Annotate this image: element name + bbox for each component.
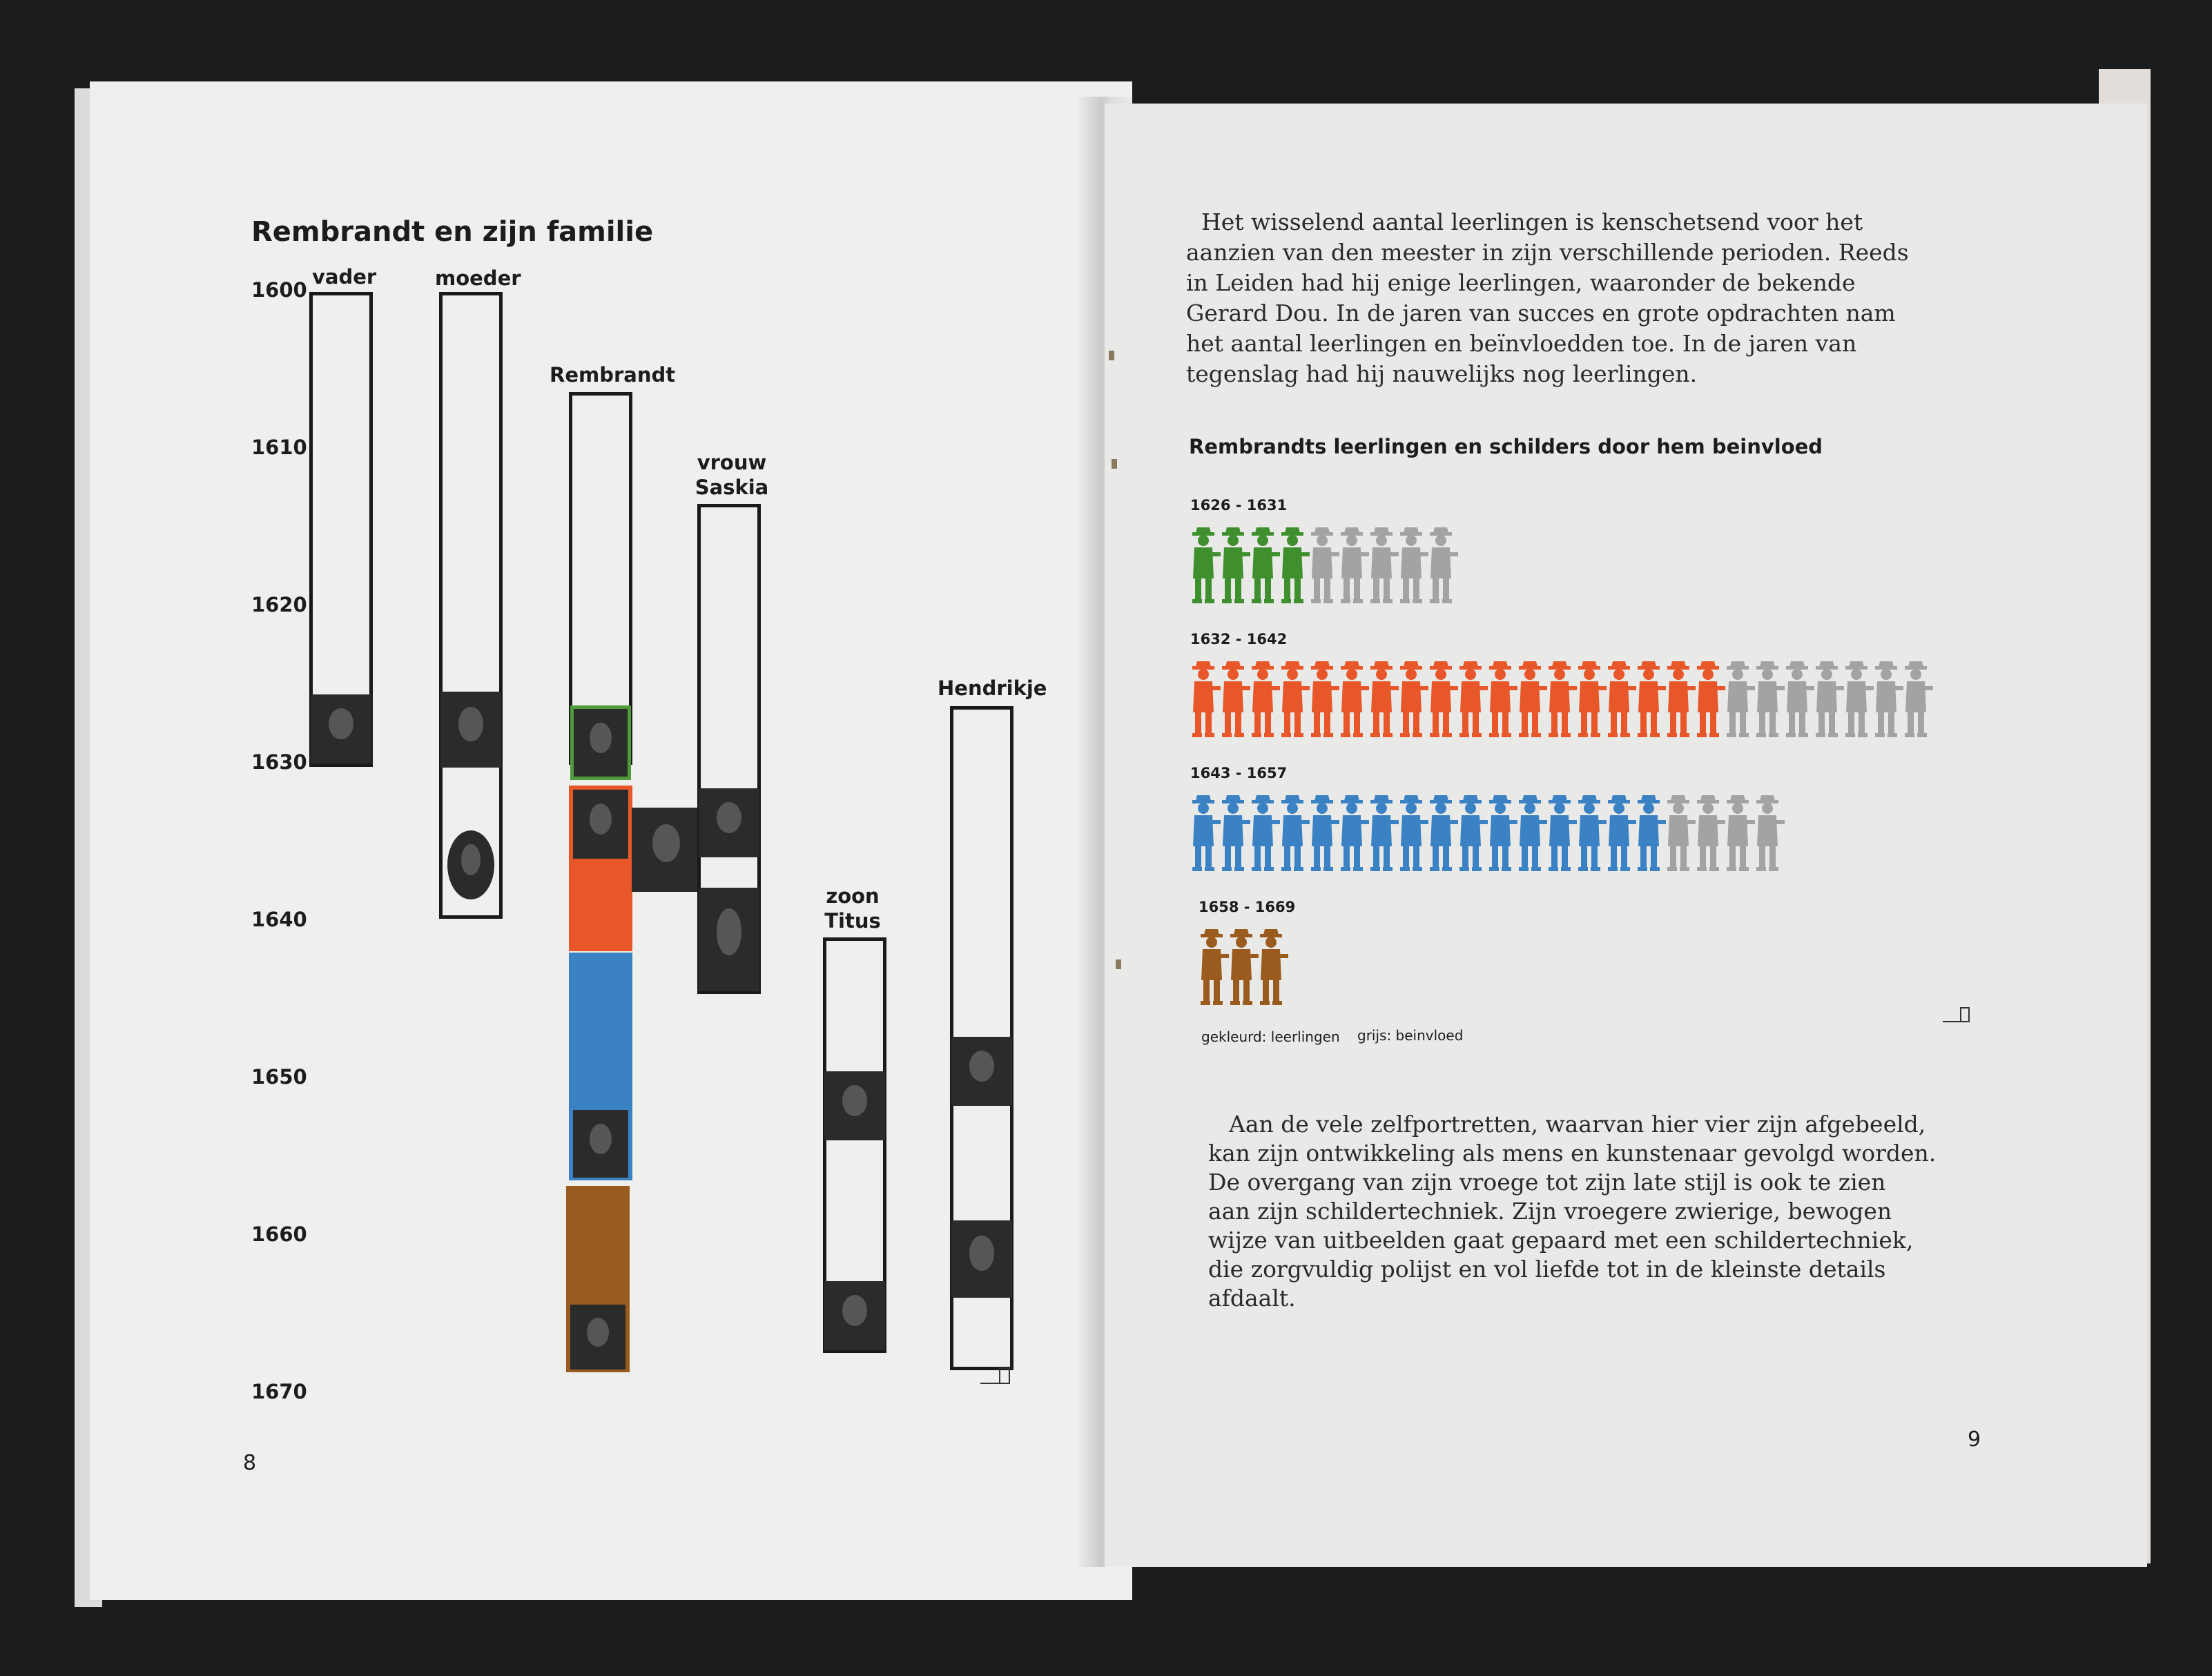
period-label: 1632 - 1642 — [1190, 631, 1288, 647]
pupil-figure-icon — [1459, 795, 1488, 871]
figure-row-1632-1642 — [1189, 652, 1935, 744]
body-line: De overgang van zijn vroege tot zijn late stijl is ook te zien — [1208, 1169, 1886, 1196]
pupil-figure-icon — [1252, 795, 1280, 871]
pupil-figure-icon — [1222, 527, 1250, 603]
label-saskia — [690, 450, 773, 500]
label-moeder: moeder — [435, 266, 521, 290]
year-label: 1670 — [251, 1380, 307, 1403]
label-saskia-line1: vrouw — [697, 451, 767, 474]
painting-night-watch — [632, 808, 701, 892]
pupil-figure-icon — [1192, 661, 1221, 737]
pupil-figure-icon — [1252, 527, 1280, 603]
portrait-titus-1 — [824, 1071, 885, 1140]
selfportrait-1669 — [570, 1305, 625, 1370]
pupil-figure-icon — [1281, 661, 1310, 737]
influenced-figure-icon — [1727, 661, 1755, 737]
intro-line: aanzien van den meester in zijn verschillende perioden. Reeds — [1186, 239, 1909, 266]
pupil-figure-icon — [1341, 795, 1369, 871]
year-label: 1650 — [251, 1065, 307, 1089]
label-saskia-line2: Saskia — [695, 476, 769, 499]
intro-line: in Leiden had hij enige leerlingen, waaronder de bekende — [1186, 269, 1856, 296]
period-label: 1626 - 1631 — [1190, 497, 1288, 514]
pupil-figure-icon — [1489, 661, 1517, 737]
pupil-figure-icon — [1370, 795, 1399, 871]
pupil-figure-icon — [1281, 527, 1310, 603]
staple — [1109, 351, 1114, 360]
intro-line: Gerard Dou. In de jaren van succes en grote opdrachten nam — [1186, 300, 1896, 327]
period-label: 1643 - 1657 — [1190, 765, 1288, 781]
influenced-figure-icon — [1341, 527, 1369, 603]
influenced-figure-icon — [1756, 795, 1785, 871]
influenced-figure-icon — [1727, 795, 1755, 871]
pupil-figure-icon — [1608, 795, 1636, 871]
pupil-figure-icon — [1430, 795, 1458, 871]
influenced-figure-icon — [1697, 795, 1725, 871]
legend-colored: gekleurd: leerlingen — [1201, 1029, 1340, 1045]
pupil-figure-icon — [1489, 795, 1517, 871]
influenced-figure-icon — [1875, 661, 1903, 737]
lifeline-moeder — [439, 292, 503, 919]
portrait-hendrikje-1 — [951, 1037, 1012, 1106]
figure-row-svg — [1189, 652, 1935, 741]
portrait-saskia-2 — [699, 888, 759, 991]
influenced-figure-icon — [1756, 661, 1785, 737]
figure-row-1658-1669 — [1197, 919, 1290, 1012]
label-vader: vader — [312, 265, 377, 289]
intro-line: tegenslag had hij nauwelijks nog leerlingen. — [1186, 360, 1698, 387]
body-line: wijze van uitbeelden gaat gepaard met een schildertechniek, — [1208, 1227, 1914, 1254]
label-titus — [815, 884, 891, 933]
body-line: aan zijn schildertechniek. Zijn vroegere zwierige, bewogen — [1208, 1198, 1892, 1225]
influenced-figure-icon — [1370, 527, 1399, 603]
figure-row-1643-1657 — [1189, 786, 1787, 878]
pupil-figure-icon — [1549, 661, 1577, 737]
pupil-figure-icon — [1311, 661, 1339, 737]
legend-grey: grijs: beinvloed — [1357, 1027, 1464, 1044]
pupil-figure-icon — [1400, 795, 1428, 871]
figure-row-1626-1631 — [1189, 518, 1460, 610]
influenced-figure-icon — [1905, 661, 1933, 737]
pupil-figure-icon — [1667, 661, 1696, 737]
label-hendrikje: Hendrikje — [938, 676, 1047, 700]
pupil-figure-icon — [1201, 929, 1229, 1005]
label-titus-line1: zoon — [826, 884, 880, 908]
page-number-left: 8 — [243, 1451, 257, 1475]
portrait-vader — [311, 694, 371, 763]
body-line: afdaalt. — [1208, 1285, 1296, 1312]
pupil-figure-icon — [1252, 661, 1280, 737]
left-page — [90, 81, 1132, 1600]
influenced-figure-icon — [1786, 661, 1814, 737]
selfportrait-1634 — [573, 790, 628, 859]
pupil-figure-icon — [1638, 661, 1666, 737]
pupil-figure-icon — [1578, 661, 1607, 737]
body-paragraph — [1208, 1110, 1981, 1313]
pupil-figure-icon — [1222, 795, 1250, 871]
pupil-figure-icon — [1549, 795, 1577, 871]
pupil-figure-icon — [1519, 661, 1547, 737]
intro-line: Het wisselend aantal leerlingen is kenschetsend voor het — [1201, 208, 1863, 235]
influenced-figure-icon — [1430, 527, 1458, 603]
pupil-figure-icon — [1192, 795, 1221, 871]
pupil-figure-icon — [1192, 527, 1221, 603]
pupil-figure-icon — [1281, 795, 1310, 871]
influenced-figure-icon — [1667, 795, 1696, 871]
portrait-hendrikje-2 — [951, 1220, 1012, 1298]
staple — [1116, 959, 1121, 969]
pupil-figure-icon — [1578, 795, 1607, 871]
pupils-chart-title: Rembrandts leerlingen en schilders door hem beinvloed — [1189, 435, 1823, 458]
year-label: 1660 — [251, 1222, 307, 1246]
selfportrait-1629 — [570, 705, 631, 780]
pupil-figure-icon — [1341, 661, 1369, 737]
figure-row-svg — [1197, 919, 1290, 1009]
staple — [1112, 459, 1117, 469]
pupil-figure-icon — [1400, 661, 1428, 737]
pupil-figure-icon — [1370, 661, 1399, 737]
pupil-figure-icon — [1222, 661, 1250, 737]
pupil-figure-icon — [1697, 661, 1725, 737]
publisher-logo-icon — [979, 1364, 1013, 1387]
year-label: 1620 — [251, 593, 307, 616]
publisher-logo-icon — [1941, 1005, 1973, 1026]
pupil-figure-icon — [1230, 929, 1259, 1005]
page-number-right: 9 — [1968, 1427, 1981, 1452]
pupil-figure-icon — [1608, 661, 1636, 737]
portrait-moeder-oval — [447, 830, 494, 899]
pupil-figure-icon — [1430, 661, 1458, 737]
influenced-figure-icon — [1400, 527, 1428, 603]
influenced-figure-icon — [1816, 661, 1844, 737]
right-page — [1105, 104, 2147, 1567]
year-label: 1640 — [251, 908, 307, 931]
period-label: 1658 - 1669 — [1199, 899, 1296, 915]
pupil-figure-icon — [1459, 661, 1488, 737]
body-line: die zorgvuldig polijst en vol liefde tot in de kleinste details — [1208, 1256, 1886, 1283]
family-chart-title: Rembrandt en zijn familie — [251, 216, 654, 248]
figure-row-svg — [1189, 518, 1460, 607]
year-label: 1630 — [251, 750, 307, 774]
body-line: kan zijn ontwikkeling als mens en kunstenaar gevolgd worden. — [1208, 1140, 1937, 1167]
year-label: 1600 — [251, 278, 307, 302]
body-line: Aan de vele zelfportretten, waarvan hier vier zijn afgebeeld, — [1229, 1111, 1926, 1138]
portrait-moeder — [440, 692, 501, 768]
pupil-figure-icon — [1260, 929, 1288, 1005]
influenced-figure-icon — [1845, 661, 1874, 737]
pupil-figure-icon — [1638, 795, 1666, 871]
pupil-figure-icon — [1311, 795, 1339, 871]
label-titus-line2: Titus — [824, 909, 881, 933]
selfportrait-1652 — [573, 1110, 628, 1178]
intro-paragraph — [1186, 207, 1959, 389]
influenced-figure-icon — [1311, 527, 1339, 603]
portrait-saskia-1 — [699, 788, 759, 857]
year-label: 1610 — [251, 436, 307, 459]
label-rembrandt: Rembrandt — [550, 363, 676, 387]
figure-row-svg — [1189, 786, 1787, 875]
pupil-figure-icon — [1519, 795, 1547, 871]
portrait-titus-2 — [824, 1281, 885, 1350]
intro-line: het aantal leerlingen en beïnvloedden toe. In de jaren van — [1186, 330, 1857, 357]
